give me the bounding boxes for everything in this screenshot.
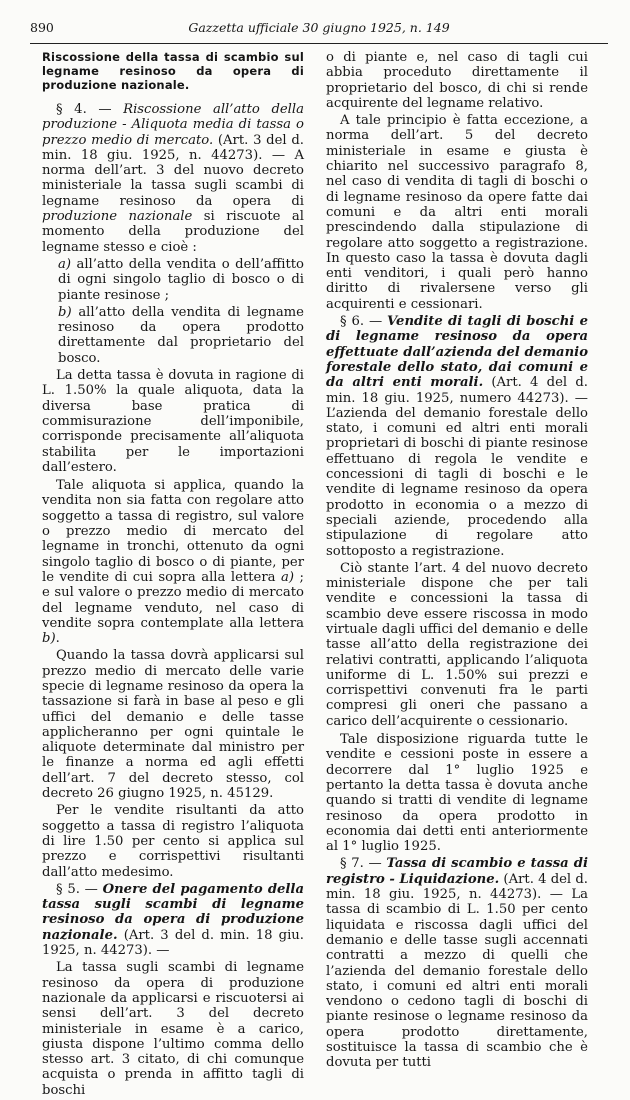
section-6-title: Vendite di tagli di boschi e di legname resinoso da opera effettuate dall’azienda del demanio forestale dello stato, dai comuni e da altri enti morali. xyxy=(326,314,588,391)
section-7-text: (Art. 4 del d. min. 18 giu. 1925, n. 44273). — La tassa di scambio di L. 1.50 per cento liquidata e riscossa dagli uffici del demanio e delle tasse sugli accennati contratti a mezzo di quelli che l’azienda del demanio forestale dello stato, i comuni ed altri enti morali vendono o cedono tagli di boschi di piante resinose o legname resinoso da opera prodotto direttamente, sostituisce la tassa di scambio che è dovuta per tutti xyxy=(326,871,588,1071)
section-6-number: § 6. — xyxy=(340,314,388,330)
paragraph-7 xyxy=(326,856,588,1070)
paragraph-applies xyxy=(42,478,304,646)
applies-letter-a: a) xyxy=(281,569,295,585)
header-rule xyxy=(30,43,608,44)
paragraph-sales: Per le vendite risultanti da atto soggetto a tassa di registro l’aliquota di lire 1.50 per cento si applica sul prezzo e corrispettivi risultanti dall’atto medesimo. xyxy=(42,803,304,880)
item-b-text: all’atto della vendita di legname resinoso da opera prodotto direttamente dal proprietario del bosco. xyxy=(58,304,304,366)
section-5-number: § 5. — xyxy=(56,881,103,897)
page-header xyxy=(30,20,608,38)
running-title: Gazzetta ufficiale 30 giugno 1925, n. 149 xyxy=(188,20,450,35)
item-a-text: all’atto della vendita o dell’affitto di ogni singolo taglio di bosco o di piante resinose ; xyxy=(58,256,304,303)
applies-letter-b: b) xyxy=(42,631,56,647)
paragraph-principle: A tale principio è fatta eccezione, a norma dell’art. 5 del decreto ministeriale in esame e giusta è chiarito nel successivo paragrafo 8, nel caso di vendita di tagli di boschi o di legname resinoso da opere fatte dai comuni e da altri enti morali prescindendo dalla stipulazione di regolare atto soggetto a registrazione. In questo caso la tassa è dovuta dagli enti venditori, i quali però hanno diritto di rivalersene verso gli acquirenti e cessionari. xyxy=(326,113,588,312)
paragraph-despite: Ciò stante l’art. 4 del nuovo decreto ministeriale dispone che per tali vendite e concessioni la tassa di scambio deve essere riscossa in modo virtuale dagli uffici del demanio e delle tasse all’atto della registrazione dei relativi contratti, applicando l’aliquota uniforme di L. 1.50% sui prezzi e corrispettivi convenuti fra le parti compresi gli oneri che passano a carico dell’acquirente o cessionario. xyxy=(326,560,588,729)
paragraph-provision: Tale disposizione riguarda tutte le vendite e cessioni poste in essere a decorrere dal 1° luglio 1925 e pertanto la detta tassa è dovuta anche quando si tratti di vendite di legname resinoso da opera prodotto in economia dai detti enti anteriormente al 1° luglio 1925. xyxy=(326,732,588,855)
section-5-text: (Art. 3 del d. min. 18 giu. 1925, n. 44273). — xyxy=(42,927,304,959)
section-4-text-2: si riscuote al momento della produzione del legname stesso e cioè : xyxy=(42,209,304,255)
paragraph-when: Quando la tassa dovrà applicarsi sul prezzo medio di mercato delle varie specie di legname resinoso da opera la tassazione si farà in base al peso e gli uffici del demanio e delle tasse applicheranno per ogni quintale le aliquote determinate dal ministro per le finanze a norma ed agli effetti dell’art. 7 del decreto stesso, col decreto 26 giugno 1925, n. 45129. xyxy=(42,648,304,802)
section-4-title: Riscossione all’atto della produzione - Aliquota media di tassa o prezzo medio di mercato. xyxy=(42,102,304,148)
section-6-text: (Art. 4 del d. min. 18 giu. 1925, numero 44273). — L’azienda del demanio forestale dello stato, i comuni ed altri enti morali proprietari di boschi di piante resinose effettuano di regola le vendite e concessioni di tagli di boschi e le vendite di legname resinoso da opera prodotto in economia o a mezzo di speciali aziende, procedendo alla stipulazione di regolare atto sottoposto a registrazione. xyxy=(326,375,588,559)
item-b-label: b) xyxy=(58,304,72,320)
paragraph-continuation: o di piante e, nel caso di tagli cui abbia proceduto direttamente il proprietario del bosco, di chi si rende acquirente del legname relativo. xyxy=(326,50,588,111)
item-a-label: a) xyxy=(58,256,72,272)
section-4-text: (Art. 3 del d. min. 18 giu. 1925, n. 44273). — A norma dell’art. 3 del nuovo decreto ministeriale la tassa sugli scambi di legname resinoso da opera di xyxy=(42,132,304,209)
applies-text-a: Tale aliquota si applica, quando la vendita non sia fatta con regolare atto soggetto a tassa di registro, sul valore o prezzo medio di mercato del legname in tronchi, ottenuto da ogni singolo taglio di bosco o di piante, per le vendite di cui sopra alla lettera xyxy=(42,478,304,585)
section-4-italic: produzione nazionale xyxy=(42,209,193,225)
section-7-number: § 7. — xyxy=(340,856,387,872)
item-b xyxy=(42,305,304,366)
applies-text-b: ; e sul valore o prezzo medio di mercato del legname venduto, nel caso di vendite sopra contemplate alla lettera xyxy=(42,569,304,631)
paragraph-6 xyxy=(326,314,588,559)
applies-end: . xyxy=(55,631,60,647)
section-7-title: Tassa di scambio e tassa di registro - Liquidazione. xyxy=(326,856,588,887)
left-column xyxy=(42,50,304,1100)
paragraph-4 xyxy=(42,102,304,255)
right-column xyxy=(326,50,588,1073)
paragraph-rate: La detta tassa è dovuta in ragione di L. 1.50% la quale aliquota, data la diversa base pratica di commisurazione dell’imponibile, corrisponde precisamente all’aliquota stabilita per le importazioni dall’estero. xyxy=(42,368,304,475)
section-4-number: § 4. — xyxy=(56,102,124,117)
section-5-title: Onere del pagamento della tassa sugli scambi di legname resinoso da opera di produzione nazionale. xyxy=(42,881,304,943)
item-a xyxy=(42,257,304,303)
paragraph-tax: La tassa sugli scambi di legname resinoso da opera di produzione nazionale da applicarsi e riscuotersi ai sensi dell’art. 3 del decreto ministeriale in esame è a carico, giusta dispone l’ultimo comma dello stesso art. 3 citato, di chi comunque acquista o prenda in affitto tagli di boschi xyxy=(42,960,304,1098)
section-heading: Riscossione della tassa di scambio sul legname resinoso da opera di produzione nazionale. xyxy=(42,50,304,92)
paragraph-5 xyxy=(42,882,304,958)
page-number: 890 xyxy=(30,20,54,35)
